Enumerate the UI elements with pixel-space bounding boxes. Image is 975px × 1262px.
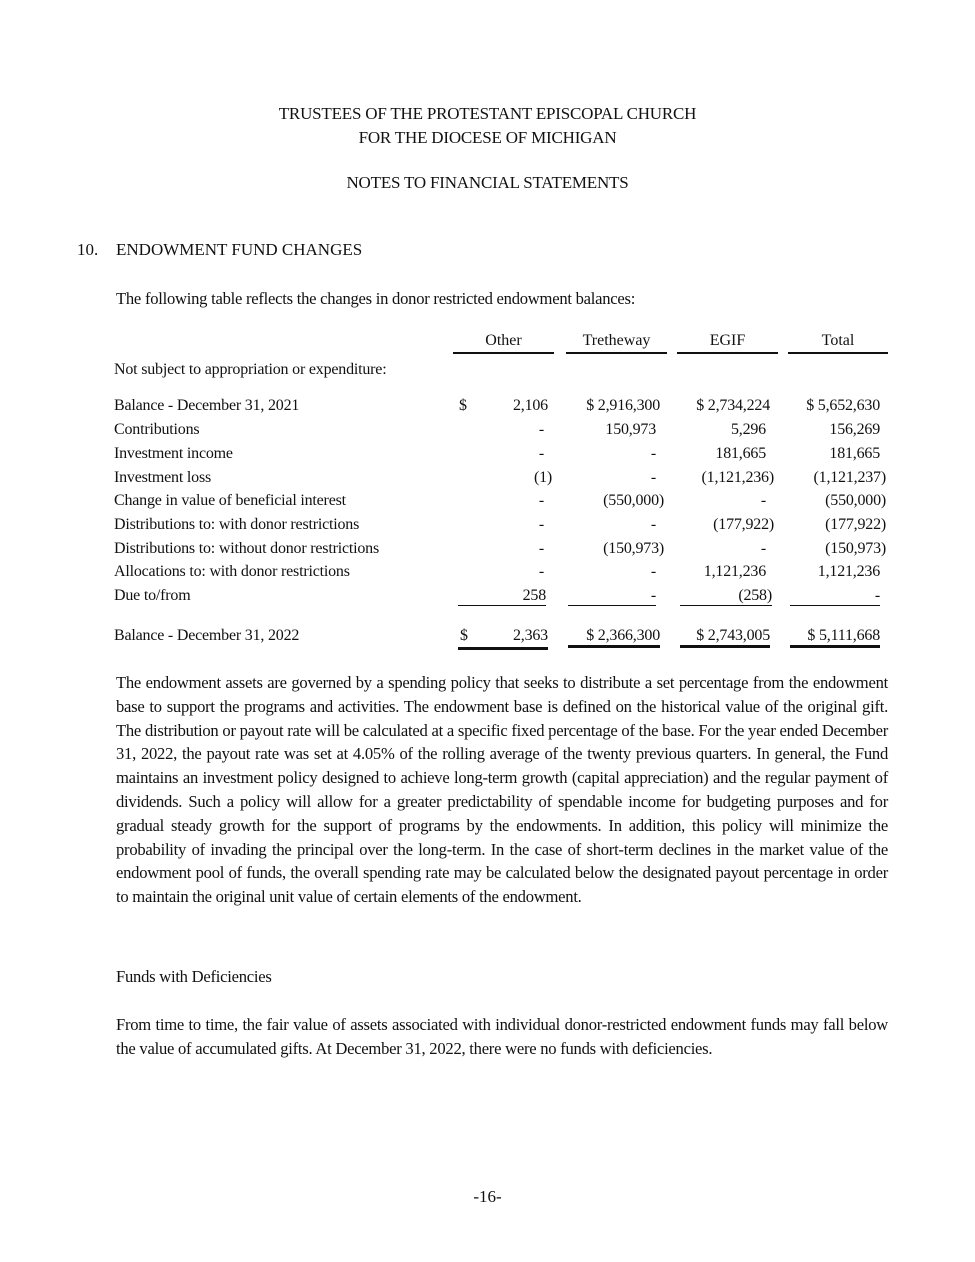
column-header-egif: EGIF: [677, 332, 778, 354]
deficiencies-paragraph: From time to time, the fair value of assets associated with individual donor-restricted endowment funds may fall below the value of accumulated gifts. At December 31, 2022, there were no funds with deficiencies.: [116, 1015, 888, 1058]
dollar-sign: $: [459, 397, 467, 414]
row-label: Distributions to: with donor restrictions: [114, 516, 360, 533]
row-label: Allocations to: with donor restrictions: [114, 563, 350, 580]
column-header-other: Other: [453, 332, 554, 354]
cell-egif: -: [760, 540, 766, 557]
table-subheading: Not subject to appropriation or expenditure:: [114, 361, 387, 378]
row-label: Change in value of beneficial interest: [114, 492, 346, 509]
cell-tretheway: $ 2,916,300: [586, 397, 660, 414]
cell-total: 1,121,236: [817, 563, 880, 580]
cell-tretheway: -: [650, 469, 656, 486]
cell-other: -: [538, 540, 544, 557]
cell-other: -: [538, 516, 544, 533]
cell-total: $ 5,111,668: [790, 627, 880, 648]
cell-tretheway: -: [650, 563, 656, 580]
cell-other: 258: [458, 587, 546, 606]
row-label: Balance - December 31, 2021: [114, 397, 300, 414]
cell-egif: 5,296: [730, 421, 766, 438]
cell-egif: $ 2,743,005: [680, 627, 770, 648]
section-title: ENDOWMENT FUND CHANGES: [116, 240, 363, 259]
table-intro: The following table reflects the changes in donor restricted endowment balances:: [116, 289, 636, 308]
cell-egif: (258): [680, 587, 772, 606]
column-header-tretheway: Tretheway: [566, 332, 667, 354]
cell-other: -: [538, 421, 544, 438]
organization-name-line1: TRUSTEES OF THE PROTESTANT EPISCOPAL CHURCH: [278, 104, 697, 123]
cell-tretheway: (550,000): [603, 492, 664, 509]
cell-other: 2,363: [512, 627, 548, 644]
column-header-total: Total: [788, 332, 888, 354]
cell-egif: $ 2,734,224: [696, 397, 770, 414]
cell-other: (1): [533, 469, 552, 486]
deficiencies-heading: Funds with Deficiencies: [116, 967, 272, 986]
dollar-sign: $: [460, 627, 468, 644]
cell-total: (1,121,237): [813, 469, 886, 486]
cell-tretheway: -: [650, 445, 656, 462]
row-label: Investment income: [114, 445, 233, 462]
cell-total: (550,000): [825, 492, 886, 509]
cell-tretheway: -: [568, 587, 656, 606]
organization-name-line2: FOR THE DIOCESE OF MICHIGAN: [358, 128, 617, 147]
row-label: Contributions: [114, 421, 200, 438]
cell-total: (150,973): [825, 540, 886, 557]
cell-egif: 1,121,236: [703, 563, 766, 580]
document-subtitle: NOTES TO FINANCIAL STATEMENTS: [346, 173, 629, 192]
cell-tretheway: (150,973): [603, 540, 664, 557]
cell-other: 2,106: [512, 397, 548, 414]
cell-total: $ 5,652,630: [806, 397, 880, 414]
cell-total: 181,665: [829, 445, 880, 462]
page-number: -16-: [473, 1187, 502, 1206]
cell-other: -: [538, 492, 544, 509]
spending-policy-paragraph: The endowment assets are governed by a spending policy that seeks to distribute a set percentage from the endowment base to support the programs and activities. The endowment base is defined on the historical value of the original gift. The distribution or payout rate will be calculated at a specific fixed percentage of the base. For the year ended December 31, 2022, the payout rate was set at 4.05% of the rolling average of the twenty previous quarters. In general, the Fund maintains an investment policy designed to achieve long-term growth (capital appreciation) and the regular payment of dividends. Such a policy will allow for a greater predictability of spendable income for budgeting purposes and for gradual steady growth for the support of programs by the endowments. In addition, this policy will minimize the probability of invading the principal over the long-term. In the case of short-term declines in the market value of the endowment pool of funds, the overall spending rate may be calculated below the designated payout percentage in order to maintain the original unit value of certain elements of the endowment.: [116, 673, 888, 907]
cell-total: (177,922): [825, 516, 886, 533]
cell-tretheway: -: [650, 516, 656, 533]
cell-other: -: [538, 445, 544, 462]
row-label: Distributions to: without donor restrictions: [114, 540, 379, 557]
cell-tretheway: $ 2,366,300: [568, 627, 660, 648]
cell-egif: (1,121,236): [701, 469, 774, 486]
row-label: Balance - December 31, 2022: [114, 627, 300, 644]
row-label: Due to/from: [114, 587, 191, 604]
row-label: Investment loss: [114, 469, 211, 486]
cell-egif: -: [760, 492, 766, 509]
cell-egif: (177,922): [713, 516, 774, 533]
section-number: 10.: [77, 240, 99, 259]
cell-total: 156,269: [829, 421, 880, 438]
cell-tretheway: 150,973: [605, 421, 656, 438]
cell-other: -: [538, 563, 544, 580]
cell-egif: 181,665: [715, 445, 766, 462]
cell-total: -: [790, 587, 880, 606]
